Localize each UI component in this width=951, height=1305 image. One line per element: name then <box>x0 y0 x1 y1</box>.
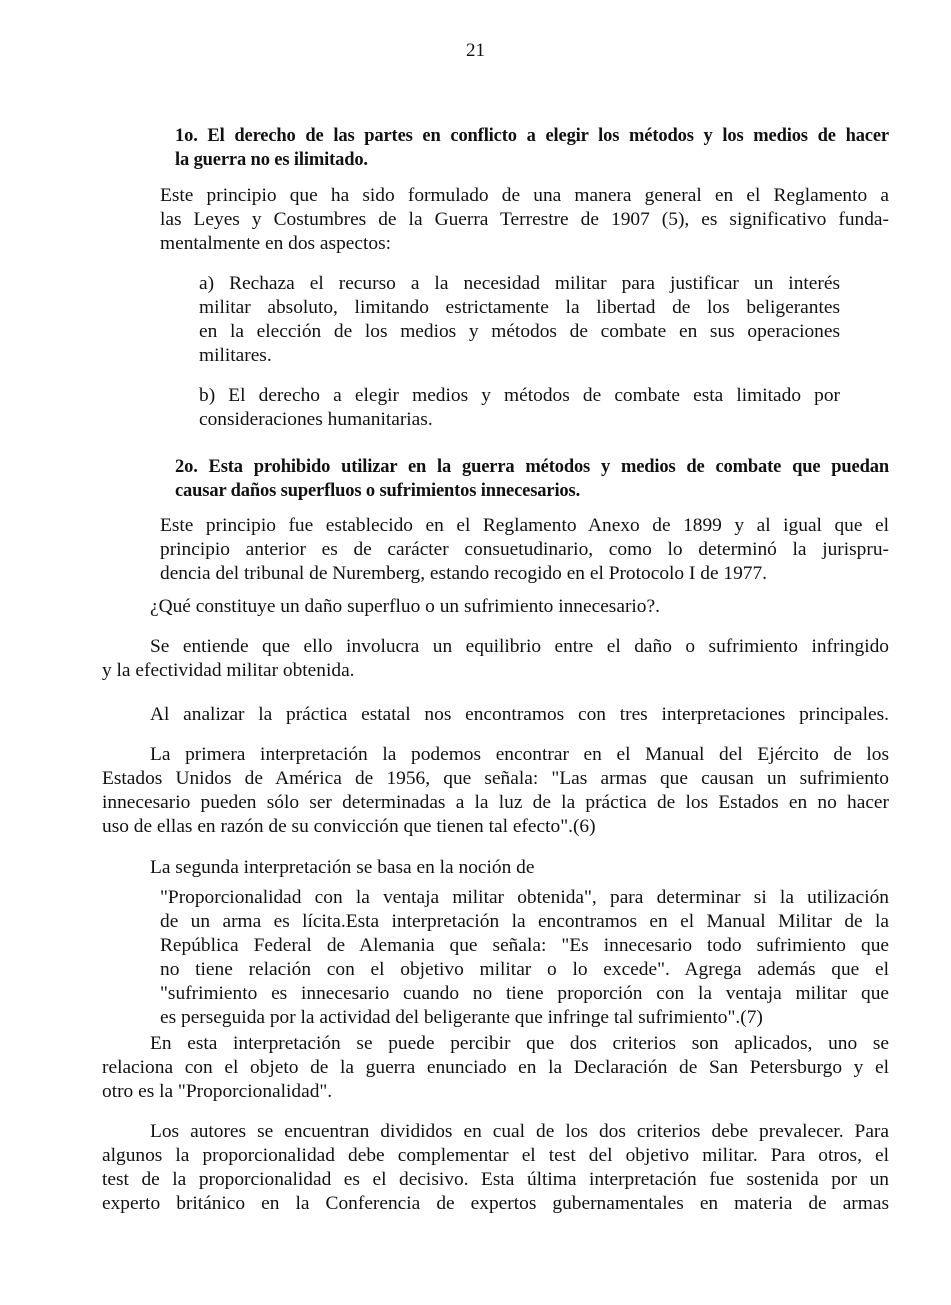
text-line: test de la proporcionalidad es el decisivo. Esta última interpretación fue sostenida por un <box>102 1169 889 1190</box>
text-line: uso de ellas en razón de su convicción que tienen tal efecto".(6) <box>102 816 596 837</box>
paragraph <box>150 856 889 880</box>
text-line: Este principio que ha sido formulado de una manera general en el Reglamento a <box>160 185 889 206</box>
heading-line: causar daños superfluos o sufrimientos innecesarios. <box>175 481 581 501</box>
text-line: relaciona con el objeto de la guerra enunciado en la Declaración de San Petersburgo y el <box>102 1057 889 1078</box>
text-line: Estados Unidos de América de 1956, que señala: "Las armas que causan un sufrimiento <box>102 768 889 789</box>
list-item-b <box>199 384 840 432</box>
text-line: es perseguida por la actividad del beligerante que infringe tal sufrimiento".(7) <box>160 1007 763 1028</box>
text-line: Se entiende que ello involucra un equilibrio entre el daño o sufrimiento infringido <box>150 636 889 657</box>
text-line: "sufrimiento es innecesario cuando no tiene proporción con la ventaja militar que <box>160 983 889 1004</box>
text-line: no tiene relación con el objetivo militar o lo excede". Agrega además que el <box>160 959 889 980</box>
text-line: Este principio fue establecido en el Reglamento Anexo de 1899 y al igual que el <box>160 515 889 536</box>
text-line: militares. <box>199 345 272 366</box>
text-line: Los autores se encuentran divididos en cual de los dos criterios debe prevalecer. Para <box>150 1121 889 1142</box>
text-line: La segunda interpretación se basa en la noción de <box>150 857 535 878</box>
heading-line: 2o. Esta prohibido utilizar en la guerra métodos y medios de combate que puedan <box>175 457 889 477</box>
text-line: y la efectividad militar obtenida. <box>102 660 355 681</box>
paragraph <box>102 635 889 683</box>
list-item-a <box>199 272 840 368</box>
text-line: La primera interpretación la podemos encontrar en el Manual del Ejército de los <box>150 744 889 765</box>
text-line: militar absoluto, limitando estrictamente la libertad de los beligerantes <box>199 297 840 318</box>
paragraph <box>150 703 889 727</box>
text-line: algunos la proporcionalidad debe complementar el test del objetivo militar. Para otros, el <box>102 1145 889 1166</box>
text-line: consideraciones humanitarias. <box>199 409 433 430</box>
paragraph <box>102 1120 889 1216</box>
text-line: principio anterior es de carácter consuetudinario, como lo determinó la jurispru- <box>160 539 889 560</box>
text-line: experto británico en la Conferencia de expertos gubernamentales en materia de armas <box>102 1193 889 1214</box>
text-line: otro es la "Proporcionalidad". <box>102 1081 333 1102</box>
question-line <box>150 595 889 619</box>
paragraph <box>102 743 889 839</box>
text-line: mentalmente en dos aspectos: <box>160 233 392 254</box>
paragraph <box>160 184 889 256</box>
text-line: de un arma es lícita.Esta interpretación la encontramos en el Manual Militar de la <box>160 911 889 932</box>
page-number: 21 <box>466 40 485 61</box>
text-line: En esta interpretación se puede percibir que dos criterios son aplicados, uno se <box>150 1033 889 1054</box>
text-line: en la elección de los medios y métodos de combate en sus operaciones <box>199 321 840 342</box>
heading-line: la guerra no es ilimitado. <box>175 150 368 170</box>
paragraph <box>160 514 889 586</box>
text-line: dencia del tribunal de Nuremberg, estando recogido en el Protocolo I de 1977. <box>160 563 768 584</box>
heading-principle-2 <box>175 455 889 503</box>
text-line: ¿Qué constituye un daño superfluo o un sufrimiento innecesario?. <box>150 596 660 617</box>
text-line: a) Rechaza el recurso a la necesidad militar para justificar un interés <box>199 273 840 294</box>
text-line: Al analizar la práctica estatal nos encontramos con tres interpretaciones principales. <box>150 704 889 725</box>
paragraph <box>102 1032 889 1104</box>
text-line: "Proporcionalidad con la ventaja militar obtenida", para determinar si la utilización <box>160 887 889 908</box>
text-line: b) El derecho a elegir medios y métodos de combate esta limitado por <box>199 385 840 406</box>
text-line: las Leyes y Costumbres de la Guerra Terrestre de 1907 (5), es significativo funda- <box>160 209 889 230</box>
quoted-paragraph <box>160 886 889 1030</box>
text-line: innecesario pueden sólo ser determinadas a la luz de la práctica de los Estados en no hacer <box>102 792 889 813</box>
text-line: República Federal de Alemania que señala: "Es innecesario todo sufrimiento que <box>160 935 889 956</box>
heading-line: 1o. El derecho de las partes en conflicto a elegir los métodos y los medios de hacer <box>175 126 889 146</box>
heading-principle-1 <box>175 124 889 172</box>
